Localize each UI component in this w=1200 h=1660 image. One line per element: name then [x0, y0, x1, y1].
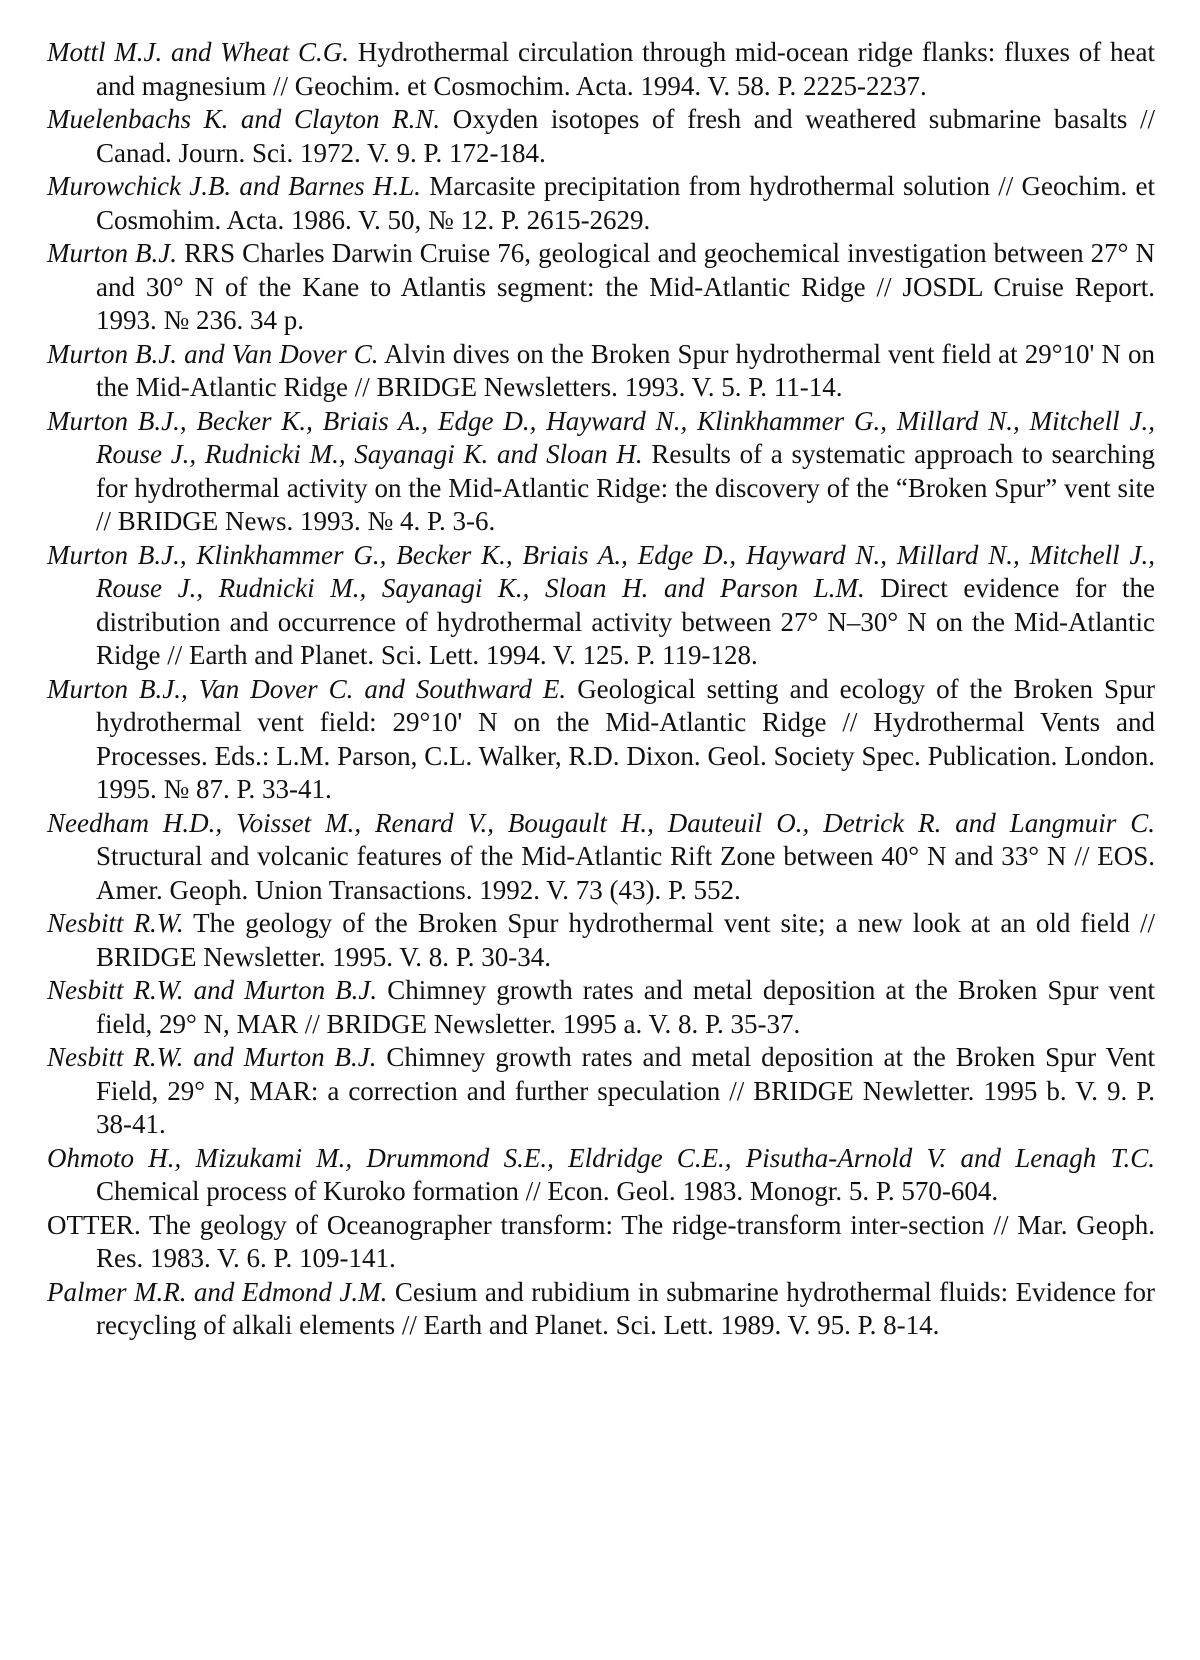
reference-entry — [47, 237, 1155, 338]
reference-authors: Murton B.J., Becker K., Briais A., Edge D., Hayward N., Klinkhammer G., Millard N., Mitchell J., Rouse J., Rudnicki M., Sayanagi K. and Sloan H. — [47, 405, 1155, 469]
reference-entry — [47, 36, 1155, 103]
reference-entry — [47, 807, 1155, 908]
reference-text: The geology of the Broken Spur hydrothermal vent site; a new look at an old field // BRIDGE Newsletter. 1995. V. 8. P. 30-34. — [96, 908, 1155, 972]
reference-authors: Nesbitt R.W. — [47, 908, 184, 938]
reference-authors: Ohmoto H., Mizukami M., Drummond S.E., Eldridge C.E., Pisutha-Arnold V. and Lenagh T.C. — [47, 1142, 1155, 1173]
reference-entry — [47, 405, 1155, 539]
reference-authors: Mottl M.J. and Wheat C.G. — [47, 37, 349, 67]
reference-entry — [47, 1276, 1155, 1343]
reference-list — [47, 36, 1155, 1343]
reference-text: Structural and volcanic features of the Mid-Atlantic Rift Zone between 40° N and 33° N // EOS. Amer. Geoph. Union Transactions. 1992. V. 73 (43). P. 552. — [96, 841, 1155, 905]
reference-text: Chimney growth rates and metal deposition at the Broken Spur Vent Field, 29° N, MAR: a correction and further speculation // BRIDGE Newletter. 1995 b. V. 9. P. 38-41. — [96, 1042, 1155, 1139]
reference-text: Oxyden isotopes of fresh and weathered submarine basalts // Canad. Journ. Sci. 1972. V. 9. P. 172-184. — [96, 104, 1155, 168]
reference-text: Direct evidence for the distribution and occurrence of hydrothermal activity between 27° N–30° N on the Mid-Atlantic Ridge // Earth and Planet. Sci. Lett. 1994. V. 125. P. 119-128. — [96, 573, 1156, 670]
reference-authors: Nesbitt R.W. and Murton B.J. — [47, 1042, 377, 1072]
reference-text: RRS Charles Darwin Cruise 76, geological and geochemical investigation between 27° N and 30° N of the Kane to Atlantis segment: the Mid-Atlantic Ridge // JOSDL Cruise Report. 1993. № 236. 34 p. — [96, 238, 1155, 335]
reference-text: Chimney growth rates and metal deposition at the Broken Spur vent field, 29° N, MAR // BRIDGE Newsletter. 1995 a. V. 8. P. 35-37. — [96, 975, 1155, 1039]
reference-text: Results of a systematic approach to searching for hydrothermal activity on the Mid-Atlantic Ridge: the discovery of the “Broken Spur” vent site // BRIDGE News. 1993. № 4. P. 3-6. — [96, 439, 1156, 536]
reference-text: Marcasite precipitation from hydrothermal solution // Geochim. et Cosmohim. Acta. 1986. V. 50, № 12. P. 2615-2629. — [96, 171, 1155, 235]
reference-authors: Needham H.D., Voisset M., Renard V., Bougault H., Dauteuil O., Detrick R. and Langmuir C. — [47, 807, 1155, 838]
reference-entry — [47, 103, 1155, 170]
reference-text: Chemical process of Kuroko formation // Econ. Geol. 1983. Monogr. 5. P. 570-604. — [96, 1176, 999, 1206]
reference-authors: Muelenbachs K. and Clayton R.N. — [47, 104, 441, 134]
reference-entry — [47, 1209, 1155, 1276]
reference-entry — [47, 1041, 1155, 1142]
reference-text: Geological setting and ecology of the Broken Spur hydrothermal vent field: 29°10' N on the Mid-Atlantic Ridge // Hydrothermal Vents and Processes. Eds.: L.M. Parson, C.L. Walker, R.D. Dixon. Geol. Society Spec. Publication. London. 1995. № 87. P. 33-41. — [96, 673, 1156, 804]
reference-text: Hydrothermal circulation through mid-ocean ridge flanks: fluxes of heat and magnesium // Geochim. et Cosmochim. Acta. 1994. V. 58. P. 2225-2237. — [96, 37, 1156, 101]
reference-entry — [47, 907, 1155, 974]
reference-text: Cesium and rubidium in submarine hydrothermal fluids: Evidence for recycling of alkali elements // Earth and Planet. Sci. Lett. 1989. V. 95. P. 8-14. — [96, 1276, 1156, 1340]
reference-entry — [47, 974, 1155, 1041]
reference-entry — [47, 170, 1155, 237]
reference-entry — [47, 338, 1155, 405]
reference-text: OTTER. The geology of Oceanographer transform: The ridge-transform inter-section // Mar. Geoph. Res. 1983. V. 6. P. 109-141. — [47, 1209, 1155, 1273]
reference-authors: Palmer M.R. and Edmond J.M. — [47, 1276, 388, 1307]
reference-entry — [47, 539, 1155, 673]
reference-authors: Murton B.J., Van Dover C. and Southward E. — [47, 673, 567, 704]
reference-entry — [47, 673, 1155, 807]
reference-authors: Murton B.J. and Van Dover C. — [47, 338, 379, 369]
reference-authors: Murowchick J.B. and Barnes H.L. — [47, 171, 421, 201]
reference-entry — [47, 1142, 1155, 1209]
reference-text: Alvin dives on the Broken Spur hydrothermal vent field at 29°10' N on the Mid-Atlantic Ridge // BRIDGE Newsletters. 1993. V. 5. P. 11-14. — [96, 338, 1155, 402]
reference-authors: Nesbitt R.W. and Murton B.J. — [47, 975, 378, 1005]
reference-authors: Murton B.J. — [47, 238, 178, 268]
reference-authors: Murton B.J., Klinkhammer G., Becker K., Briais A., Edge D., Hayward N., Millard N., Mitchell J., Rouse J., Rudnicki M., Sayanagi K., Sloan H. and Parson L.M. — [47, 539, 1155, 603]
